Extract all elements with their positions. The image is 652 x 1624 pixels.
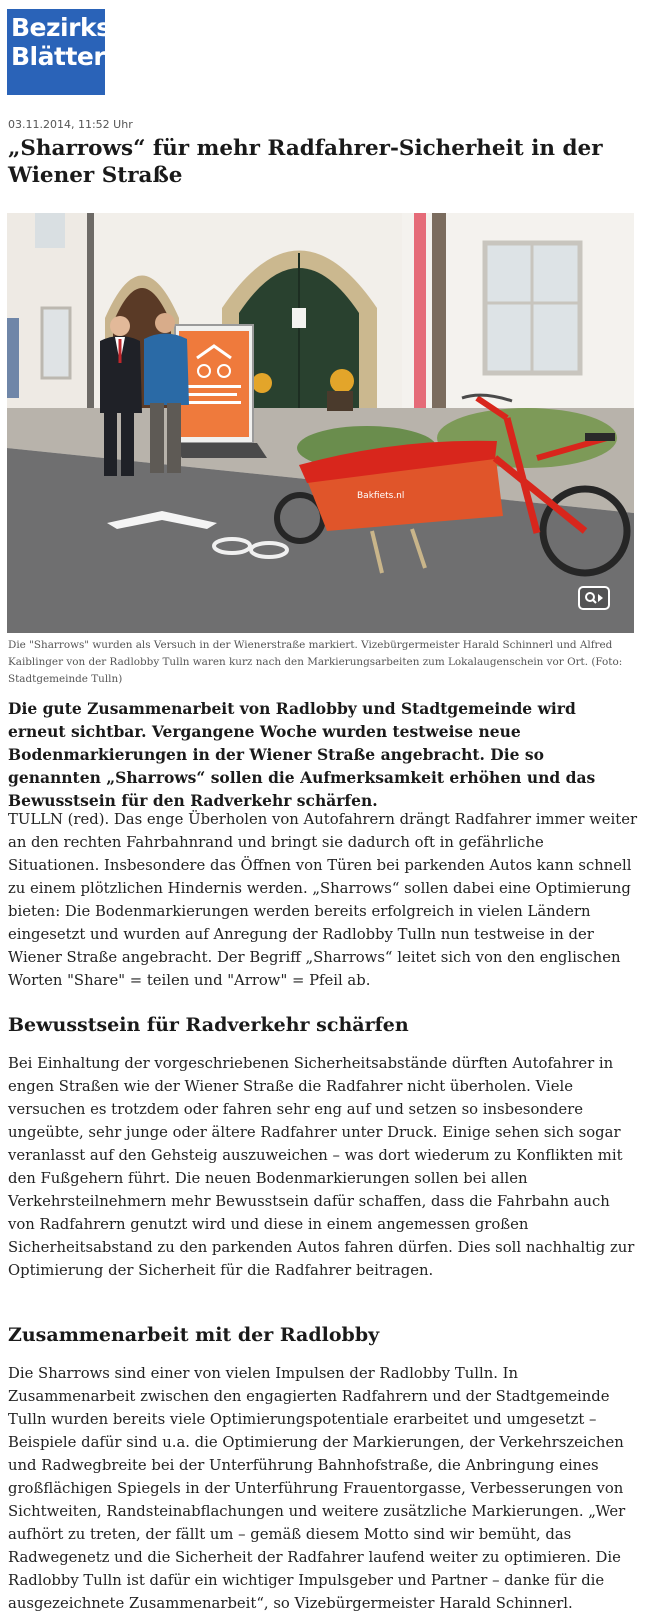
section-heading-2: Zusammenarbeit mit der Radlobby — [8, 1324, 380, 1346]
article-date: 03.11.2014, 11:52 Uhr — [8, 118, 133, 131]
article-lead: Die gute Zusammenarbeit von Radlobby und Stadtgemeinde wird erneut sichtbar. Vergangene Woche wurden testweise neue Bodenmarkierungen in der Wiener Straße angebracht. Die so genannten „Sharrows“ sollen die Aufmerksamkeit erhöhen und das Bewusstsein für den Radverkehr schärfen. — [8, 699, 596, 810]
magnify-arrow-icon — [584, 591, 604, 605]
article-paragraph-1: TULLN (red). Das enge Überholen von Autofahrern drängt Radfahrer immer weiter an den rechten Fahrbahnrand und bringt sie dadurch oft in gefährliche Situationen. Insbesondere das Öffnen von Türen bei parkenden Autos kann schnell zu einem plötzlichen Hindernis werden. „Sharrows“ sollen dabei eine Optimierung bieten: Die Bodenmarkierungen werden bereits erfolgreich in vielen Ländern eingesetzt und wurden auf Anregung der Radlobby Tulln nun testweise in der Wiener Straße angebracht. Der Begriff „Sharrows“ leitet sich von den englischen Worten "Share" = teilen und "Arrow" = Pfeil ab. — [8, 811, 638, 989]
article-title: „Sharrows“ für mehr Radfahrer-Sicherheit in der Wiener Straße — [8, 136, 603, 188]
logo-line-2: Blätter — [11, 42, 106, 71]
photo-zoom-button[interactable] — [578, 586, 610, 610]
article-paragraph-2: Bei Einhaltung der vorgeschriebenen Sicherheitsabstände dürften Autofahrer in engen Straßen wie der Wiener Straße die Radfahrer nicht überholen. Viele versuchen es trotzdem oder fahren sehr eng auf und setzen so insbesondere ungeübte, sehr junge oder ältere Radfahrer unter Druck. Einige sehen sich sogar veranlasst auf den Gehsteig auszuweichen – was dort wiederum zu Konflikten mit den Fußgehern führt. Die neuen Bodenmarkierungen sollen bei allen Verkehrsteilnehmern mehr Bewusstsein dafür schaffen, dass die Fahrbahn auch von Radfahrern genutzt wird und diese in einem angemessen großen Sicherheitsabstand zu den parkenden Autos fahren dürfen. Dies soll nachhaltig zur Optimierung der Sicherheit für die Radfahrer beitragen. — [8, 1055, 635, 1279]
bezirksblaetter-logo[interactable] — [7, 9, 111, 95]
photo-caption: Die "Sharrows" wurden als Versuch in der Wienerstraße markiert. Vizebürgermeister Harald Schinnerl und Alfred Kaiblinger von der Radlobby Tulln waren kurz nach den Markierungsarbeiten zum Lokalaugenschein vor Ort. (Foto: Stadtgemeinde Tulln) — [8, 639, 623, 685]
article-photo[interactable] — [7, 213, 634, 633]
article-paragraph-3: Die Sharrows sind einer von vielen Impulsen der Radlobby Tulln. In Zusammenarbeit zwischen den engagierten Radfahrern und der Stadtgemeinde Tulln wurden bereits viele Optimierungspotentiale erarbeitet und umgesetzt – Beispiele dafür sind u.a. die Optimierung der Markierungen, der Verkehrszeichen und Radwegbreite bei der Unterführung Bahnhofstraße, die Anbringung eines großflächigen Spiegels in der Unterführung Frauentorgasse, Verbesserungen von Sichtweiten, Randsteinabflachungen und weitere zusätzliche Markierungen. „Wer aufhört zu treten, der fällt um – gemäß diesem Motto sind wir bemüht, das Radwegenetz und die Sicherheit der Radfahrer laufend weiter zu optimieren. Die Radlobby Tulln ist dafür ein wichtiger Impulsgeber und Partner – danke für die ausgezeichnete Zusammenarbeit“, so Vizebürgermeister Harald Schinnerl. — [8, 1365, 626, 1612]
logo-line-1: Bezirks — [11, 13, 111, 42]
section-heading-1: Bewusstsein für Radverkehr schärfen — [8, 1014, 409, 1036]
cargo-bike-label: Bakfiets.nl — [357, 491, 405, 501]
photo-illustration — [7, 213, 634, 633]
